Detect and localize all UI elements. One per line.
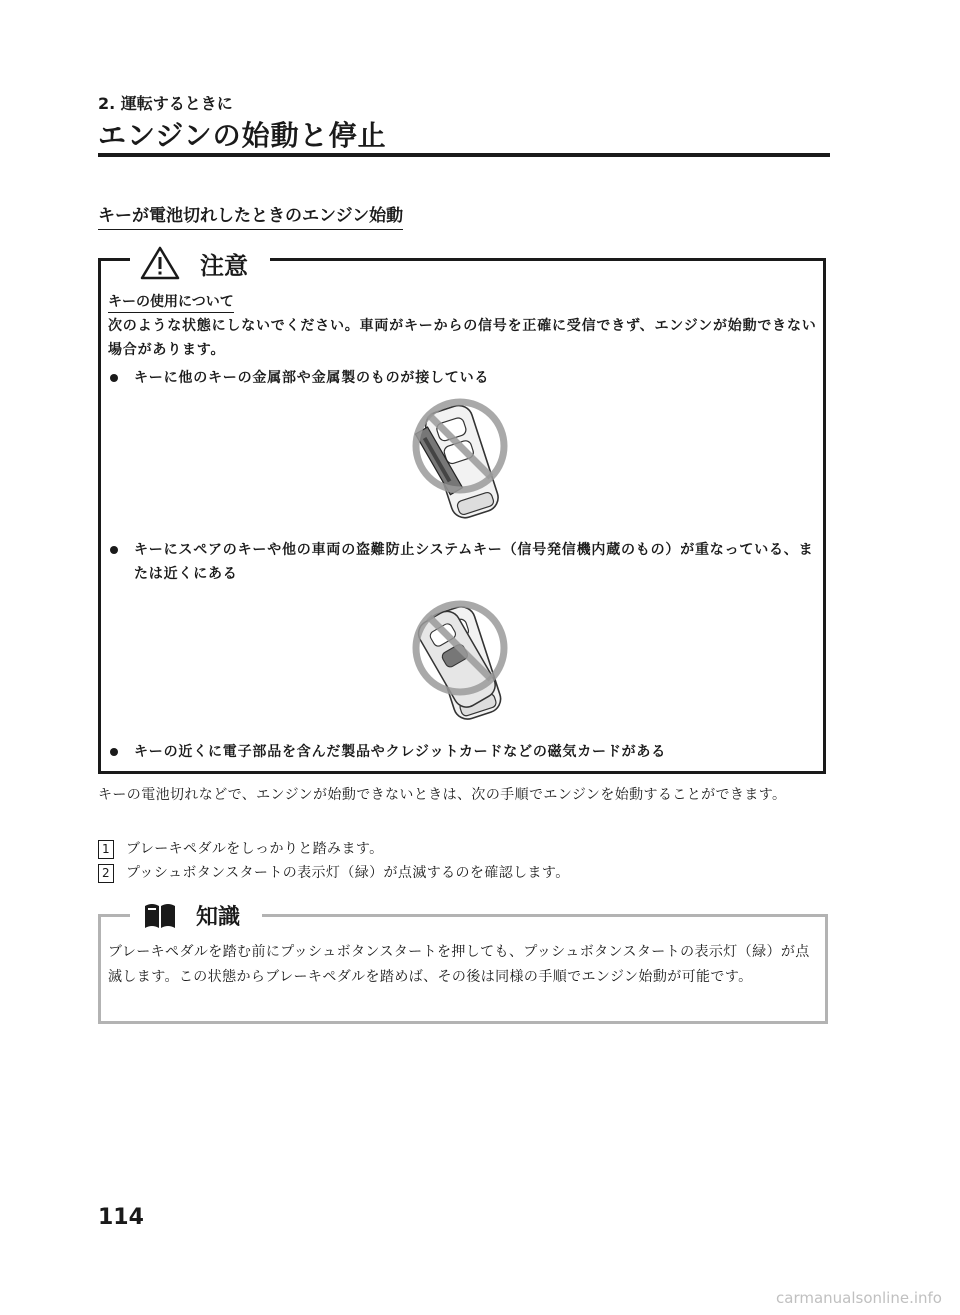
book-icon bbox=[142, 900, 178, 930]
bullet-dot-icon bbox=[110, 374, 118, 382]
caution-bullet-2 bbox=[108, 538, 820, 586]
info-text: ブレーキペダルを踏む前にプッシュボタンスタートを押しても、プッシュボタンスタートの表示灯（緑）が点滅します。この状態からブレーキペダルを踏めば、その後は同様の手順でエンジン始動が可能です。 bbox=[108, 944, 810, 985]
overlapping-keys-illustration bbox=[410, 598, 520, 728]
step-1 bbox=[98, 838, 384, 860]
bullet-dot-icon bbox=[110, 546, 118, 554]
bullet-text: キーの近くに電子部品を含んだ製品やクレジットカードなどの磁気カードがある bbox=[134, 744, 667, 760]
page-number: 114 bbox=[98, 1205, 144, 1230]
warning-triangle-icon bbox=[140, 246, 180, 280]
key-with-metal-illustration bbox=[410, 398, 520, 528]
bullet-dot-icon bbox=[110, 748, 118, 756]
step-text: プッシュボタンスタートの表示灯（緑）が点滅するのを確認します。 bbox=[126, 865, 570, 881]
body-intro: キーの電池切れなどで、エンジンが始動できないときは、次の手順でエンジンを始動することができます。 bbox=[98, 787, 787, 803]
caution-title: 注意 bbox=[200, 252, 248, 280]
step-2 bbox=[98, 862, 570, 884]
title-divider bbox=[98, 153, 830, 157]
caution-bullet-1 bbox=[108, 366, 820, 390]
caution-bullet-3 bbox=[108, 740, 820, 764]
sub-heading: キーが電池切れしたときのエンジン始動 bbox=[98, 201, 403, 230]
caution-intro: 次のような状態にしないでください。車両がキーからの信号を正確に受信できず、エンジンが始動できない場合があります。 bbox=[108, 318, 817, 358]
footer-watermark: carmanualsonline.info bbox=[776, 1289, 942, 1307]
caution-subheading: キーの使用について bbox=[108, 291, 234, 313]
step-number: 2 bbox=[98, 864, 114, 883]
bullet-text: キーにスペアのキーや他の車両の盗難防止システムキー（信号発信機内蔵のもの）が重なっている、または近くにある bbox=[134, 542, 814, 582]
step-text: ブレーキペダルをしっかりと踏みます。 bbox=[126, 841, 384, 857]
section-label: 2. 運転するときに bbox=[98, 94, 233, 113]
info-title: 知識 bbox=[196, 905, 241, 930]
step-number: 1 bbox=[98, 840, 114, 859]
page-title: エンジンの始動と停止 bbox=[98, 119, 387, 152]
bullet-text: キーに他のキーの金属部や金属製のものが接している bbox=[134, 370, 490, 386]
